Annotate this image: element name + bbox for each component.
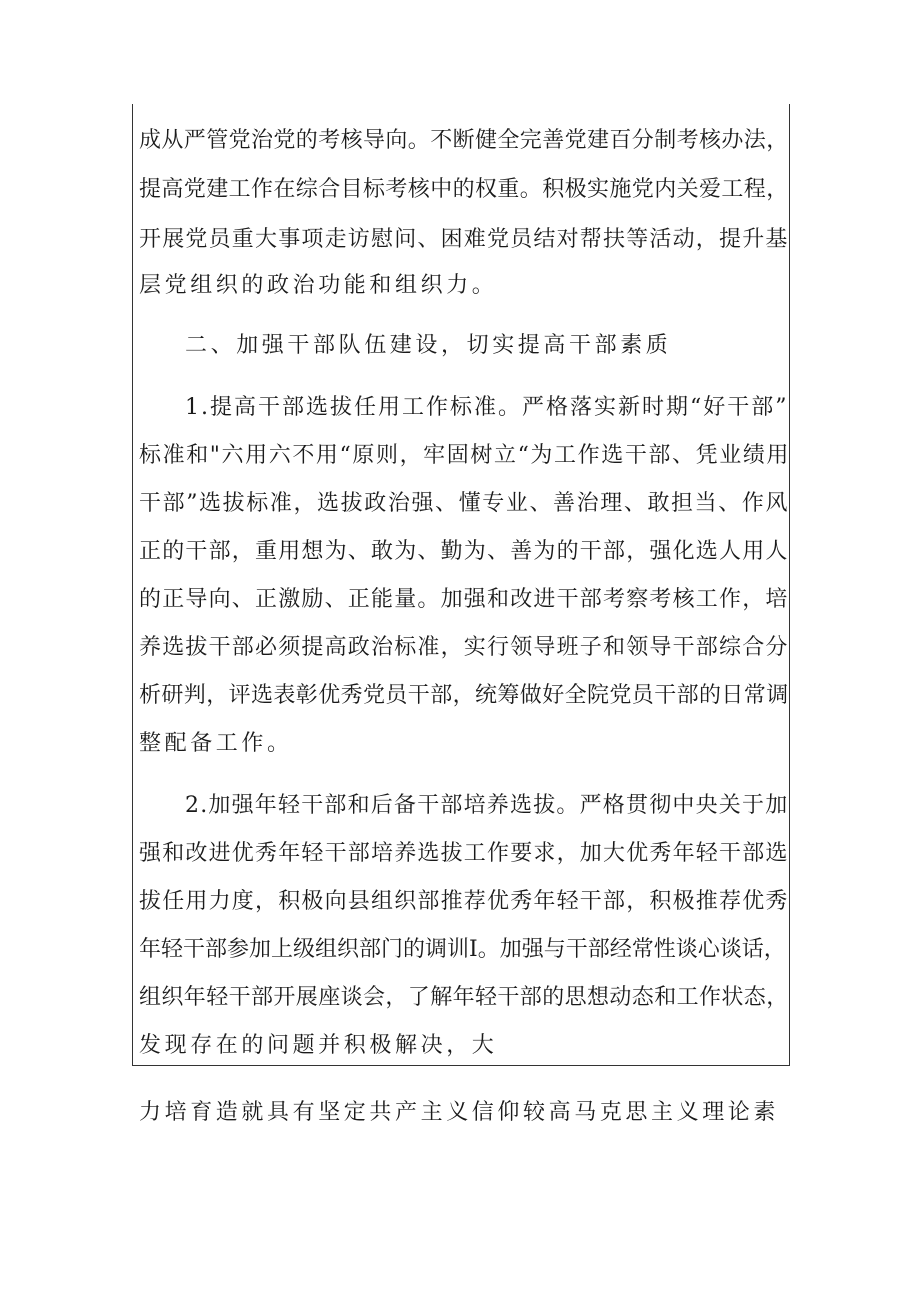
section-heading: 二、加强干部队伍建设，切实提高干部素质 <box>185 333 672 358</box>
continuation-line: 力培育造就具有坚定共产主义信仰较高马克思主义理论素 <box>139 1100 780 1125</box>
item-2-line-6: 发现存在的问题并积极解决，大 <box>139 1033 498 1058</box>
item-1-line-6: 养选拔干部必须提高政治标准，实行领导班子和领导干部综合分 <box>139 635 789 660</box>
item-2-line-4: 年轻干部参加上级组织部门的调训I。加强与干部经常性谈心谈话， <box>139 937 786 962</box>
item-1-line-5: 的正导向、正激励、正能量。加强和改进干部考察考核工作，培 <box>139 587 789 612</box>
item-1-line-1: 1.提高干部选拔任用工作标准。严格落实新时期“好干部” <box>185 395 789 420</box>
item-1-line-3: 干部”选拔标准，选拔政治强、懂专业、善治理、敢担当、作风 <box>139 491 790 516</box>
item-2-line-1: 2.加强年轻干部和后备干部培养选拔。严格贯彻中央关于加 <box>185 793 789 818</box>
intro-line-2: 提高党建工作在综合目标考核中的权重。积极实施党内关爱工程， <box>139 177 789 202</box>
item-2-line-2: 强和改进优秀年轻干部培养选拔工作要求，加大优秀年轻干部选 <box>139 841 789 866</box>
item-2-line-3: 拔任用力度，积极向县组织部推荐优秀年轻干部，积极推荐优秀 <box>139 889 789 914</box>
item-1-line-7: 析研判，评选表彰优秀党员干部，统筹做好全院党员干部的日常调 <box>139 683 789 708</box>
intro-line-3: 开展党员重大事项走访慰问、困难党员结对帮扶等活动，提升基 <box>139 227 789 252</box>
item-1-line-4: 正的干部，重用想为、敢为、勤为、善为的干部，强化选人用人 <box>139 539 789 564</box>
item-2-line-5: 组织年轻干部开展座谈会，了解年轻干部的思想动态和工作状态， <box>139 985 789 1010</box>
item-1-line-8: 整配备工作。 <box>139 731 293 756</box>
intro-line-4: 层党组织的政治功能和组织力。 <box>139 273 498 298</box>
item-1-line-2: 标准和"六用六不用“原则，牢固树立“为工作选干部、凭业绩用 <box>139 443 791 468</box>
intro-line-1: 成从严管党治党的考核导向。不断健全完善党建百分制考核办法， <box>139 128 789 153</box>
